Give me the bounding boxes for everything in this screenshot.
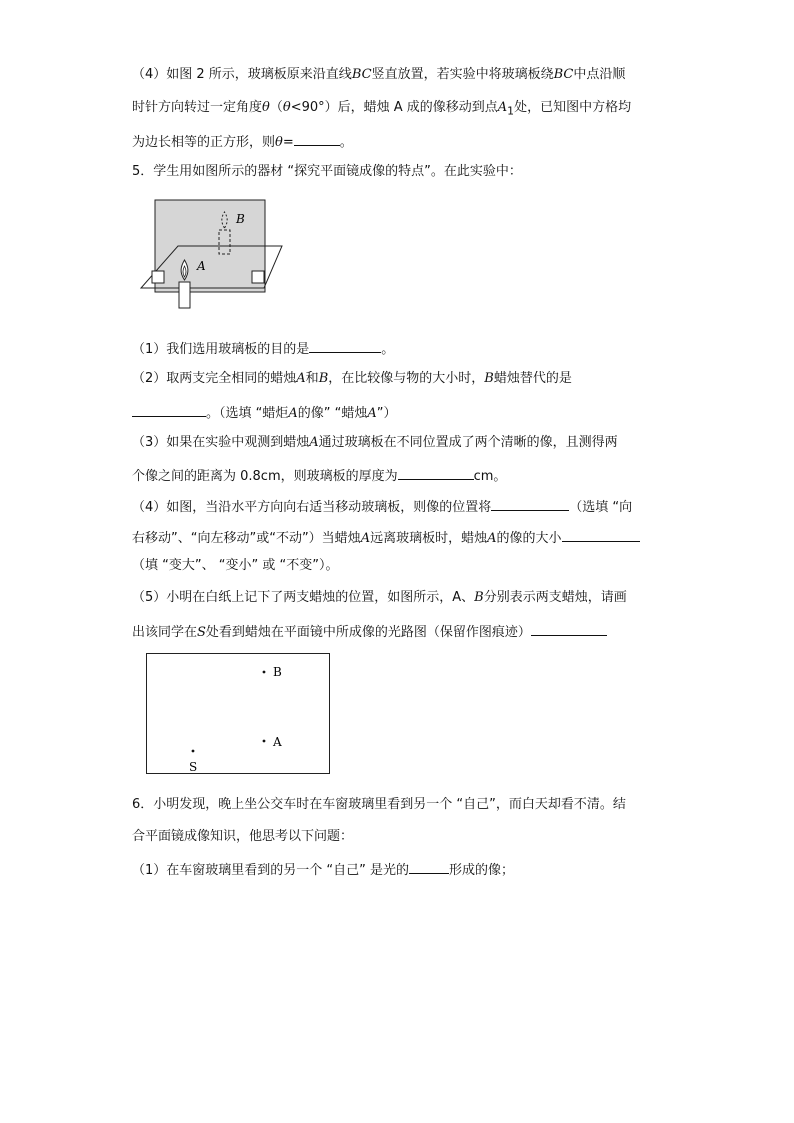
q5-stem: 5．学生用如图所示的器材 “探究平面镜成像的特点”。在此实验中： bbox=[132, 164, 522, 179]
answer-blank-q5-3[interactable] bbox=[398, 465, 474, 480]
answer-blank-q5-5[interactable] bbox=[531, 621, 607, 636]
q5-part4-line3: （填 “变大”、 “变小” 或 “不变”）。 bbox=[132, 558, 339, 573]
q6-stem-line1: 6．小明发现，晚上坐公交车时在车窗玻璃里看到另一个 “自己”，而白天却看不清。结 bbox=[132, 797, 626, 812]
point-s-label: S bbox=[189, 760, 198, 774]
answer-blank-theta[interactable] bbox=[294, 131, 340, 146]
answer-blank-q5-2[interactable] bbox=[132, 402, 206, 417]
q5-part3-line2: 个像之间的距离为 0.8cm，则玻璃板的厚度为 cm。 bbox=[132, 465, 506, 486]
q4-part4-line2: 时针方向转过一定角度θ（θ<90°）后，蜡烛 A 成的像移动到点$A_1$处，已知图中方格均 bbox=[132, 100, 632, 118]
q5-apparatus-figure bbox=[136, 196, 286, 312]
figure-label-a: A bbox=[197, 259, 206, 273]
q5-part3-line1: （3）如果在实验中观测到蜡烛A通过玻璃板在不同位置成了两个清晰的像，且测得两 bbox=[132, 435, 618, 450]
q5-drawing-box[interactable] bbox=[146, 653, 332, 776]
figure-label-b: B bbox=[236, 212, 245, 226]
point-b-label: B bbox=[273, 665, 282, 679]
answer-blank-q5-4a[interactable] bbox=[491, 496, 569, 511]
answer-blank-q6-1[interactable] bbox=[409, 859, 449, 874]
q4-part4-line3: 为边长相等的正方形，则θ= 。 bbox=[132, 131, 353, 152]
point-s-dot bbox=[192, 750, 195, 753]
answer-blank-q5-4b[interactable] bbox=[562, 527, 640, 542]
q5-part2-line2: 。（选填 “蜡炬A的像” “蜡烛A”） bbox=[132, 402, 397, 423]
point-a-dot bbox=[263, 740, 266, 743]
q5-part5-line2: 出该同学在S处看到蜡烛在平面镜中所成像的光路图（保留作图痕迹） bbox=[132, 621, 607, 642]
q5-part2-line1: （2）取两支完全相同的蜡烛A和B，在比较像与物的大小时，B蜡烛替代的是 bbox=[132, 371, 572, 386]
q5-part5-line1: （5）小明在白纸上记下了两支蜡烛的位置，如图所示，A、B分别表示两支蜡烛，请画 bbox=[132, 590, 627, 605]
q5-part1: （1）我们选用玻璃板的目的是 。 bbox=[132, 338, 394, 359]
point-b-dot bbox=[263, 671, 266, 674]
q4-part4-line1: （4）如图 2 所示，玻璃板原来沿直线BC竖直放置，若实验中将玻璃板绕BC中点沿顺 bbox=[132, 67, 626, 82]
q5-part4-line1: （4）如图，当沿水平方向向右适当移动玻璃板，则像的位置将 （选填 “向 bbox=[132, 496, 632, 517]
q6-stem-line2: 合平面镜成像知识，他思考以下问题： bbox=[132, 829, 354, 844]
q5-part4-line2: 右移动”、“向左移动”或“不动”）当蜡烛A远离玻璃板时，蜡烛A的像的大小 bbox=[132, 527, 640, 548]
answer-blank-q5-1[interactable] bbox=[309, 338, 381, 353]
q6-part1: （1）在车窗玻璃里看到的另一个 “自己” 是光的 形成的像； bbox=[132, 859, 514, 880]
point-a-label: A bbox=[273, 735, 282, 749]
